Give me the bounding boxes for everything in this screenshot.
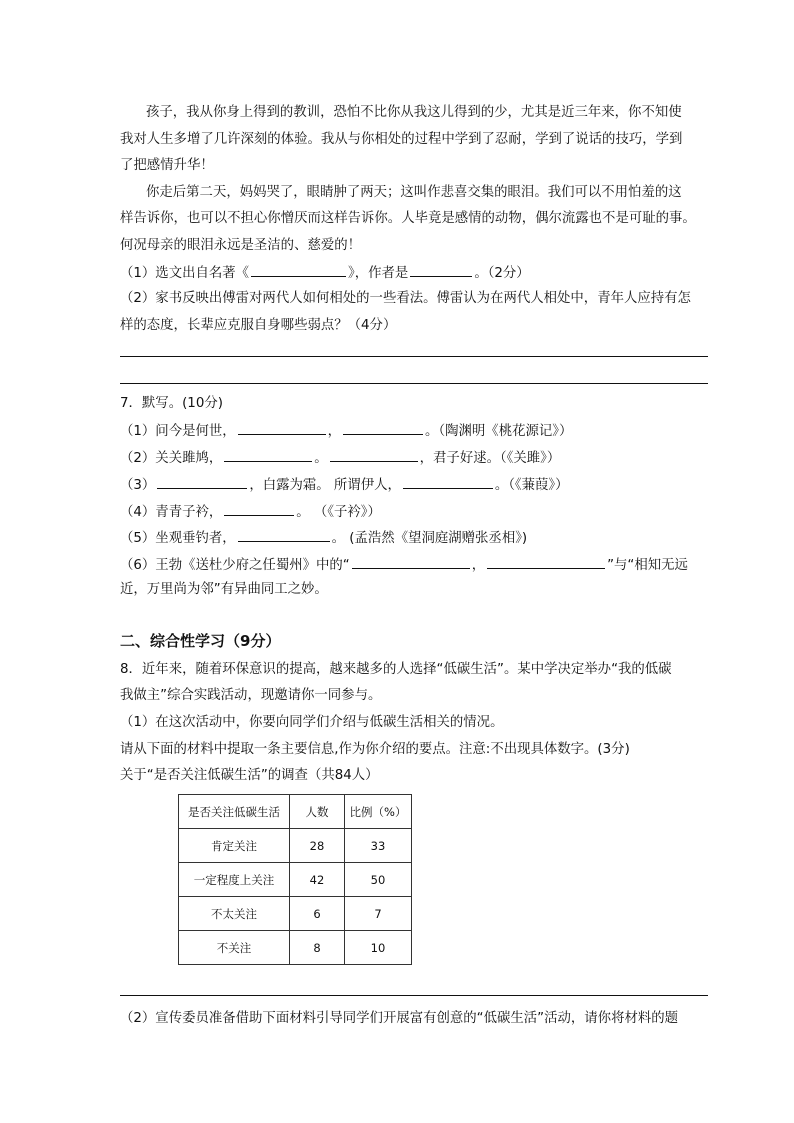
section-heading: 二、综合性学习（9分） <box>120 632 281 650</box>
table-cell: 一定程度上关注 <box>179 863 290 897</box>
passage-p1-line1: 孩子，我从你身上得到的教训，恐怕不比你从我这儿得到的少，尤其是近三年来，你不知使 <box>146 105 682 120</box>
table-cell: 33 <box>345 829 412 863</box>
table-cell: 肯定关注 <box>179 829 290 863</box>
table-header-cell: 比例（%） <box>345 795 412 829</box>
passage-p2-line3: 何况母亲的眼泪永远是圣洁的、慈爱的！ <box>120 238 362 253</box>
table-row <box>179 829 412 863</box>
q7-item2-text-c: ，君子好逑。（《关雎》） <box>419 451 561 466</box>
passage-p2-line2: 样告诉你，也可以不担心你憎厌而这样告诉你。人毕竟是感情的动物，偶尔流露也不是可耻的事。 <box>120 211 696 226</box>
q8-line1: 8．近年来，随着环保意识的提高，越来越多的人选择“低碳生活”。某中学决定举办“我的低碳 <box>120 662 672 677</box>
q7-item6-text-b: ， <box>471 558 486 573</box>
q7-item3 <box>120 474 708 496</box>
q7-item1-text-b: ， <box>327 424 342 439</box>
q7-item2-text-b: 。 <box>314 451 328 466</box>
q7-item5-text-b: 。 (孟浩然《望洞庭湖赠张丞相》) <box>331 531 528 546</box>
fill-blank[interactable] <box>224 447 312 462</box>
table-cell: 50 <box>345 863 412 897</box>
q7-item6 <box>120 554 708 576</box>
q7-item4-text-b: 。 （《子衿》） <box>296 505 381 520</box>
q6-sub1-text-a: （1）选文出自名著《 <box>120 266 250 281</box>
passage-p1-line3: 了把感情升华！ <box>120 158 214 173</box>
table-row <box>179 897 412 931</box>
q8-sub1: （1）在这次活动中，你要向同学们介绍与低碳生活相关的情况。 <box>120 715 504 730</box>
table-header-cell: 是否关注低碳生活 <box>179 795 290 829</box>
fill-blank[interactable] <box>238 420 326 435</box>
fill-blank[interactable] <box>487 554 605 569</box>
table-cell: 8 <box>290 931 345 965</box>
answer-line[interactable] <box>120 383 708 384</box>
fill-blank[interactable] <box>352 554 470 569</box>
q6-sub1 <box>120 262 708 284</box>
fill-blank[interactable] <box>403 474 493 489</box>
author-blank[interactable] <box>410 262 472 277</box>
q6-sub1-text-b: 》，作者是 <box>348 266 409 281</box>
q7-item6-text-a: （6）王勃《送杜少府之任蜀州》中的“ <box>120 558 350 573</box>
table-cell: 不太关注 <box>179 897 290 931</box>
passage-p2-line1: 你走后第二天，妈妈哭了，眼睛肿了两天；这叫作悲喜交集的眼泪。我们可以不用怕羞的这 <box>146 185 682 200</box>
fill-blank[interactable] <box>343 420 423 435</box>
table-cell: 7 <box>345 897 412 931</box>
answer-line[interactable] <box>120 356 708 357</box>
table-row <box>179 863 412 897</box>
q7-item6-text-c: ”与“相知无远 <box>607 558 688 573</box>
fill-blank[interactable] <box>238 527 330 542</box>
table-header-row <box>179 795 412 829</box>
q7-item4 <box>120 501 708 523</box>
book-title-blank[interactable] <box>251 262 346 277</box>
q7-item3-text-c: 。（《蒹葭》） <box>494 478 569 493</box>
q7-item1 <box>120 420 708 442</box>
passage-p1-line2: 我对人生多增了几许深刻的体验。我从与你相处的过程中学到了忍耐，学到了说话的技巧，学到 <box>120 132 683 147</box>
q7-item2-text-a: （2）关关雎鸠， <box>120 451 223 466</box>
answer-line[interactable] <box>120 995 708 996</box>
survey-table <box>178 794 412 965</box>
q6-sub1-text-c: 。（2分） <box>474 266 530 281</box>
table-cell: 10 <box>345 931 412 965</box>
table-header-cell: 人数 <box>290 795 345 829</box>
fill-blank[interactable] <box>157 474 247 489</box>
q7-item5 <box>120 527 708 549</box>
q6-sub2-line1: （2）家书反映出傅雷对两代人如何相处的一些看法。傅雷认为在两代人相处中，青年人应持有怎 <box>120 291 691 306</box>
q8-sub1-instruction: 请从下面的材料中提取一条主要信息,作为你介绍的要点。注意:不出现具体数字。(3分) <box>120 742 630 757</box>
q7-item1-text-a: （1）问今是何世， <box>120 424 236 439</box>
survey-caption: 关于“是否关注低碳生活”的调查（共84人） <box>120 768 379 783</box>
fill-blank[interactable] <box>224 501 294 516</box>
q7-item1-text-c: 。（陶渊明《桃花源记》） <box>425 424 573 439</box>
table-cell: 6 <box>290 897 345 931</box>
q7-title: 7．默写。(10分) <box>120 396 223 411</box>
fill-blank[interactable] <box>330 447 418 462</box>
q7-item3-text-a: （3） <box>120 478 156 493</box>
q8-sub2: （2）宣传委员准备借助下面材料引导同学们开展富有创意的“低碳生活”活动，请你将材料的题 <box>120 1011 679 1026</box>
q7-item3-text-b: ，白露为霜。 所谓伊人， <box>249 478 401 493</box>
q7-item5-text-a: （5）坐观垂钓者， <box>120 531 236 546</box>
table-cell: 42 <box>290 863 345 897</box>
q7-item6-line2: 近，万里尚为邻”有异曲同工之妙。 <box>120 582 328 597</box>
q8-line2: 我做主”综合实践活动，现邀请你一同参与。 <box>120 688 382 703</box>
q6-sub2-line2: 样的态度，长辈应克服自身哪些弱点？（4分） <box>120 318 397 333</box>
q7-item2 <box>120 447 708 469</box>
q7-item4-text-a: （4）青青子衿， <box>120 505 223 520</box>
table-row <box>179 931 412 965</box>
table-cell: 不关注 <box>179 931 290 965</box>
table-cell: 28 <box>290 829 345 863</box>
